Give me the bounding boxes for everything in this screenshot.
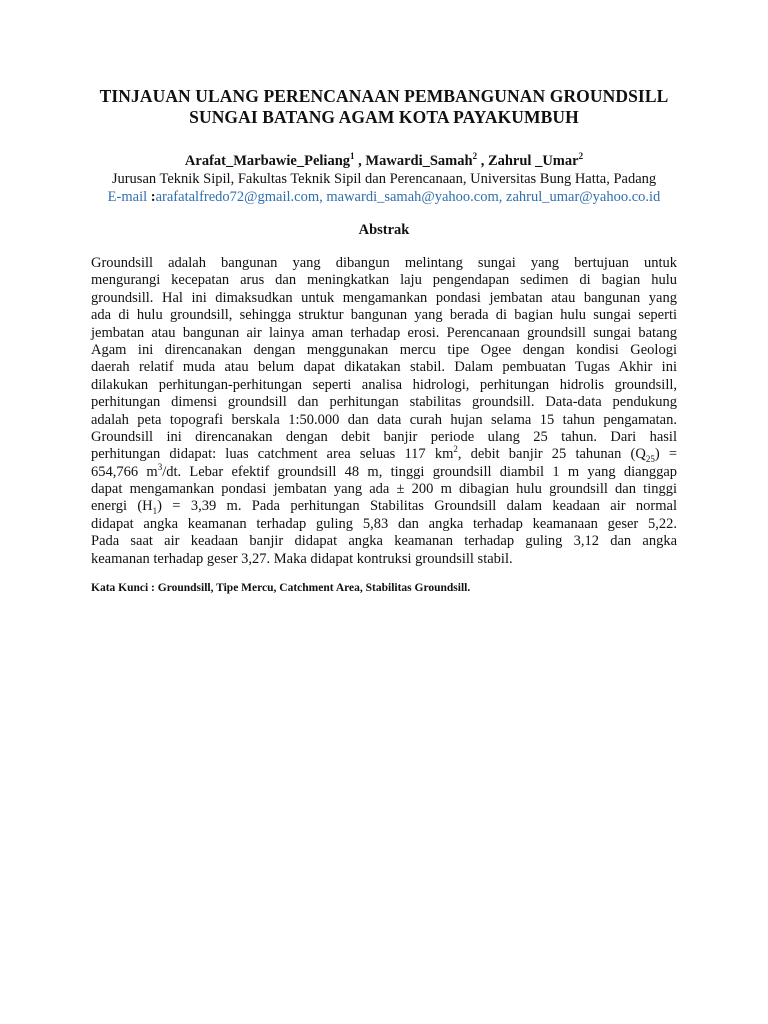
abstract-line: ada di hulu groundsill, sehingga struktur bangunan yang berada di bagian hulu sungai seperti <box>91 307 677 324</box>
abstract-line: adalah peta topografi berskala 1:50.000 dan data curah hujan selama 15 tahun pengamatan. <box>91 411 677 428</box>
abstract-line <box>91 498 677 515</box>
email-addresses: arafatalfredo72@gmail.com, mawardi_samah@yahoo.com, zahrul_umar@yahoo.co.id <box>155 189 661 205</box>
author-2: Mawardi_Samah <box>365 153 473 169</box>
paper-title <box>91 86 677 128</box>
email-label: E-mail <box>107 189 151 205</box>
author-1-affil-mark: 1 <box>350 151 355 162</box>
abstract-line <box>91 446 677 463</box>
abstract-line <box>91 461 678 481</box>
author-2-affil-mark: 2 <box>472 151 478 162</box>
author-1: Arafat_Marbawie_Peliang <box>184 153 351 169</box>
abstract-line: didapat angka keamanan terhadap guling 5,83 dan angka terhadap keamanaan geser 5,22. <box>91 515 677 532</box>
abstract-text: 654,766 m <box>91 463 158 480</box>
abstract-line: Groundsill adalah bangunan yang dibangun melintang sungai yang bertujuan untuk <box>91 255 677 271</box>
abstract-text: , debit banjir 25 tahunan (Q <box>457 446 646 463</box>
email-colon: : <box>150 189 156 205</box>
abstract-text: /dt. Lebar efektif groundsill 48 m, tinggi groundsill diambil 1 m yang dianggap <box>162 463 678 480</box>
author-separator: , <box>477 153 488 169</box>
abstract-text: ) = 3,39 m. Pada perhitungan Stabilitas Groundsill dalam keadaan air normal <box>157 498 677 515</box>
superscript: 2 <box>453 444 458 455</box>
abstract-line: keamanan terhadap geser 3,27. Maka didapat kontruksi groundsill stabil. <box>91 550 513 567</box>
abstract-line: groundsill. Hal ini dimaksudkan untuk mengamankan pondasi jembatan atau bangunan yang <box>91 289 677 306</box>
abstract-heading: Abstrak <box>358 222 410 238</box>
abstract-text: energi (H <box>91 498 153 515</box>
paper-page <box>91 86 677 595</box>
abstract-text: perhitungan didapat: luas catchment area seluas 117 km <box>91 446 454 463</box>
abstract-line: daerah relatif muda atau belum dapat dikatakan stabil. Dalam pembuatan Tugas Akhir ini <box>91 359 677 376</box>
author-separator: , <box>354 153 366 169</box>
abstract-line: dapat mengamankan pondasi jembatan yang ada ± 200 m dibagian hulu groundsill dan tinggi <box>91 481 677 498</box>
email-line <box>91 188 677 206</box>
subscript: 25 <box>645 454 655 465</box>
subscript: 1 <box>152 506 158 517</box>
abstract-line: dilakukan perhitungan-perhitungan seperti analisa hidrologi, perhitungan hidrolis groundsill, <box>91 376 677 393</box>
affiliation: Jurusan Teknik Sipil, Fakultas Teknik Sipil dan Perencanaan, Universitas Bung Hatta, Padang <box>111 171 657 187</box>
title-line-2: SUNGAI BATANG AGAM KOTA PAYAKUMBUH <box>189 107 579 127</box>
abstract-line: jembatan atau bangunan air lainya aman terhadap erosi. Perencanaan groundsill sungai batang <box>91 324 677 341</box>
abstract-line: Groundsill ini direncanakan dengan debit banjir periode ulang 25 tahun. Dari hasil <box>91 428 677 445</box>
abstract-line: Pada saat air keadaan banjir didapat angka keamanan terhadap guling 3,12 dan angka <box>91 533 677 550</box>
abstract-body <box>91 255 677 568</box>
author-list <box>91 152 677 170</box>
abstract-line: perhitungan dimensi groundsill dan perhitungan stabilitas groundsill. Data-data pendukung <box>91 394 677 411</box>
keywords: Kata Kunci : Groundsill, Tipe Mercu, Catchment Area, Stabilitas Groundsill. <box>91 582 471 595</box>
title-line-1: TINJAUAN ULANG PERENCANAAN PEMBANGUNAN GROUNDSILL <box>99 86 669 106</box>
abstract-text: ) = <box>654 446 677 463</box>
superscript: 3 <box>157 461 163 472</box>
author-3-affil-mark: 2 <box>578 151 584 162</box>
author-3: Zahrul _Umar <box>487 153 579 169</box>
abstract-line: mengurangi kecepatan arus dan meningkatkan laju pengendapan sedimen di bagian hulu <box>91 272 677 289</box>
abstract-line: Agam ini direncanakan dengan menggunakan mercu tipe Ogee dengan kondisi Geologi <box>91 341 677 358</box>
